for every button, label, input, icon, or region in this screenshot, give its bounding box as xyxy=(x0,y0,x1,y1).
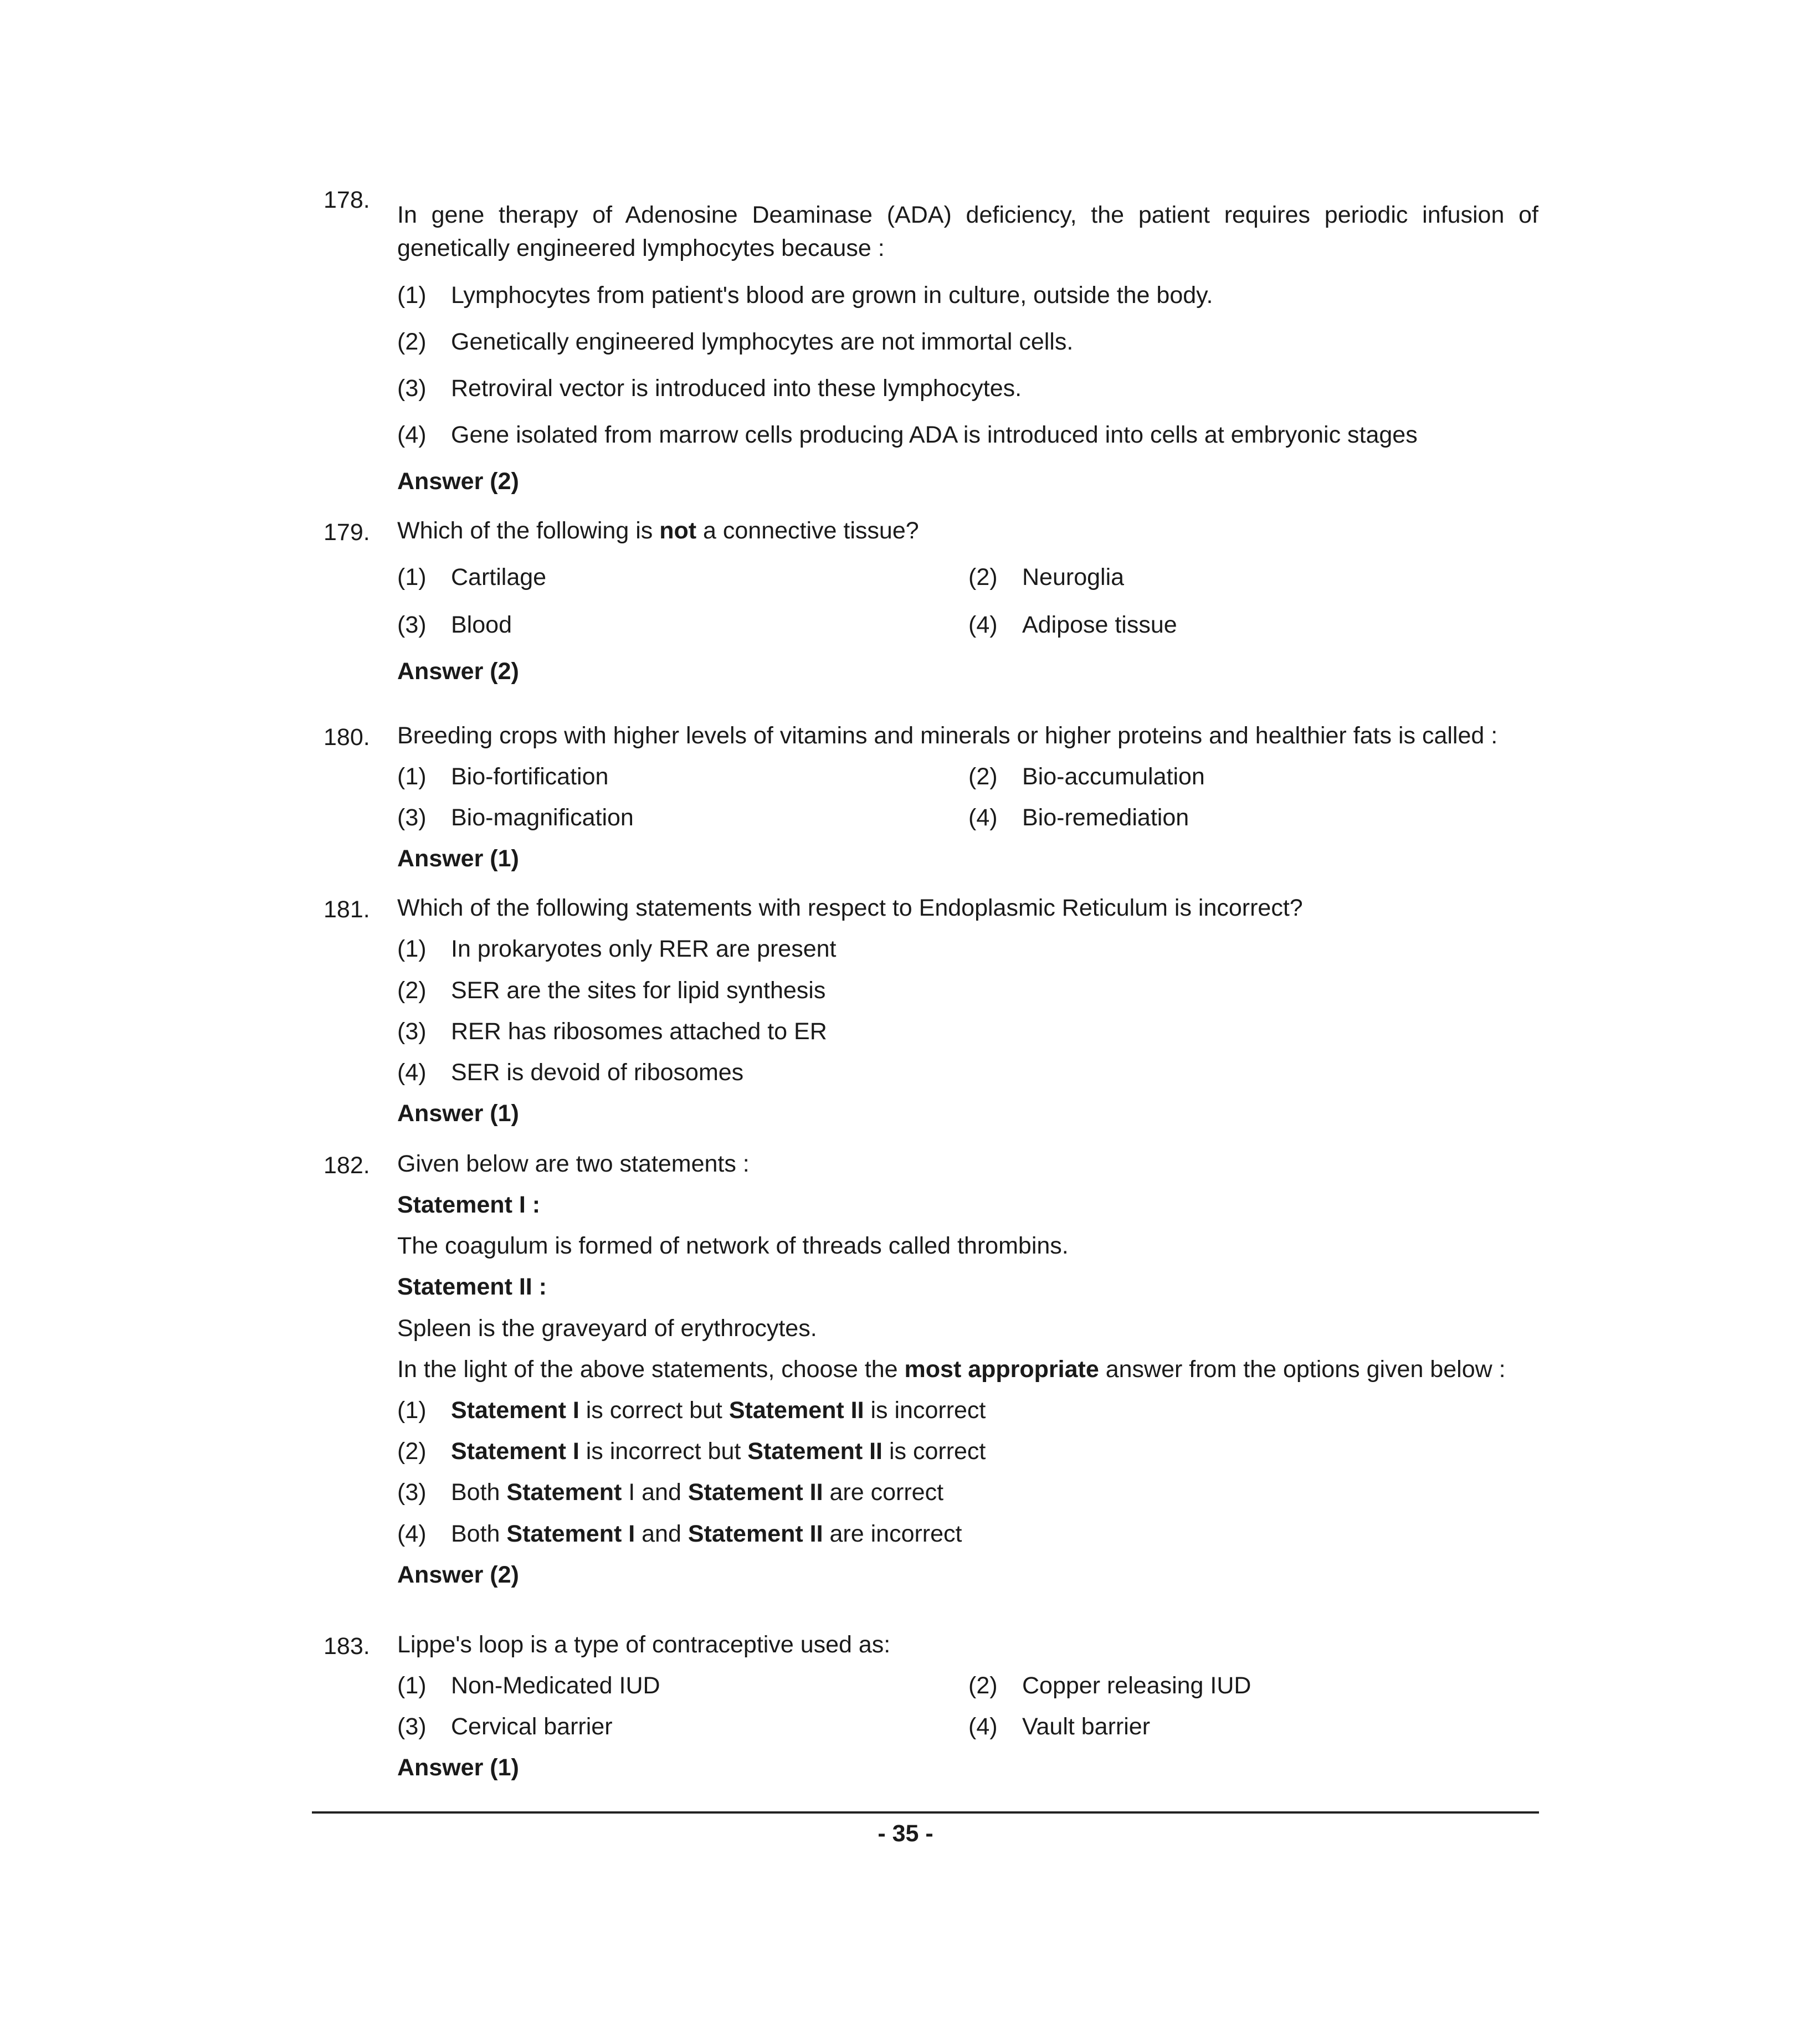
question-number: 179. xyxy=(324,519,370,546)
question-number: 183. xyxy=(324,1633,370,1660)
statement-2-label: Statement II : xyxy=(397,1273,547,1300)
question-stem: Which of the following statements with respect to Endoplasmic Reticulum is incorrect? xyxy=(397,895,1303,921)
question-number: 180. xyxy=(324,724,370,751)
statement-1-text: The coagulum is formed of network of threads called thrombins. xyxy=(397,1232,1069,1259)
question-stem: Given below are two statements : xyxy=(397,1151,750,1177)
question-stem-continued: genetically engineered lymphocytes because : xyxy=(397,235,885,261)
statement-2-text: Spleen is the graveyard of erythrocytes. xyxy=(397,1315,817,1342)
answer: Answer (1) xyxy=(397,1100,519,1127)
answer: Answer (2) xyxy=(397,1562,519,1588)
question-number: 178. xyxy=(324,187,370,213)
page-number: - 35 - xyxy=(878,1820,933,1847)
question-number: 181. xyxy=(324,896,370,923)
answer: Answer (1) xyxy=(397,1754,519,1781)
question-stem: Breeding crops with higher levels of vitamins and minerals or higher proteins and healthier fats is called : xyxy=(397,722,1498,749)
question-stem: Which of the following is not a connective tissue? xyxy=(397,517,919,544)
answer: Answer (1) xyxy=(397,845,519,872)
instruction: In the light of the above statements, choose the most appropriate answer from the options given below : xyxy=(397,1356,1506,1383)
footer-divider xyxy=(312,1811,1539,1814)
exam-page: 178. In gene therapy of Adenosine Deaminase (ADA) deficiency, the patient requires periodic infusion of genetically engineered lymphocytes because : (1) Lymphocytes from patient's blood are grown in culture, outside the body. (2) Genetically engineered lymphocytes are not immortal cells. (3) Retroviral vector is introduced into these lymphocytes. (4) Gene isolated from marrow cells producing ADA is introduced into cells at embryonic stages Answer (2) 179. Which of the following is not a connective tissue? (1) Cartilage (2) Neuroglia (3) Blood (4) Adipose tissue Answer (2) 180. Breeding crops with higher levels of vitamins and minerals or higher proteins and healthier fats is called : (1) Bio-fortification (2) Bio-accumulation (3) Bio-magnification (4) Bio-remediation Answer (1) 181. Which of the following statements with respect to Endoplasmic Reticulum is incorrect? (1) In prokaryotes only RER are present (2) SER are the sites for lipid synthesis (3) RER has ribosomes attached to ER (4) SER is devoid of ribosomes Answer (1) 182. Given below are two statements : Statement I : The coagulum is formed of network of threads called thrombins. Statement II : Spleen is the graveyard of erythrocytes. In the light of the above statements, choose the most appropriate answer from the options given below : (1) Statement I is correct but Statement II is incorrect (2) Statement I is incorrect but Statement II is correct (3) Both Statement I and Statement II are correct (4) Both Statement I and Statement II are incorrect Answer (2) 183. Lippe's loop is a type of contraceptive used as: (1) Non-Medicated IUD (2) Copper releasing IUD (3) Cervical barrier (4) Vault barrier Answer (1) - 35 - xyxy=(0,0,1811,2044)
answer: Answer (2) xyxy=(397,658,519,685)
answer: Answer (2) xyxy=(397,468,519,495)
statement-1-label: Statement I : xyxy=(397,1192,541,1218)
question-stem: Lippe's loop is a type of contraceptive used as: xyxy=(397,1631,891,1658)
question-number: 182. xyxy=(324,1152,370,1179)
question-stem: In gene therapy of Adenosine Deaminase (ADA) deficiency, the patient requires periodic infusion of xyxy=(397,202,1538,228)
